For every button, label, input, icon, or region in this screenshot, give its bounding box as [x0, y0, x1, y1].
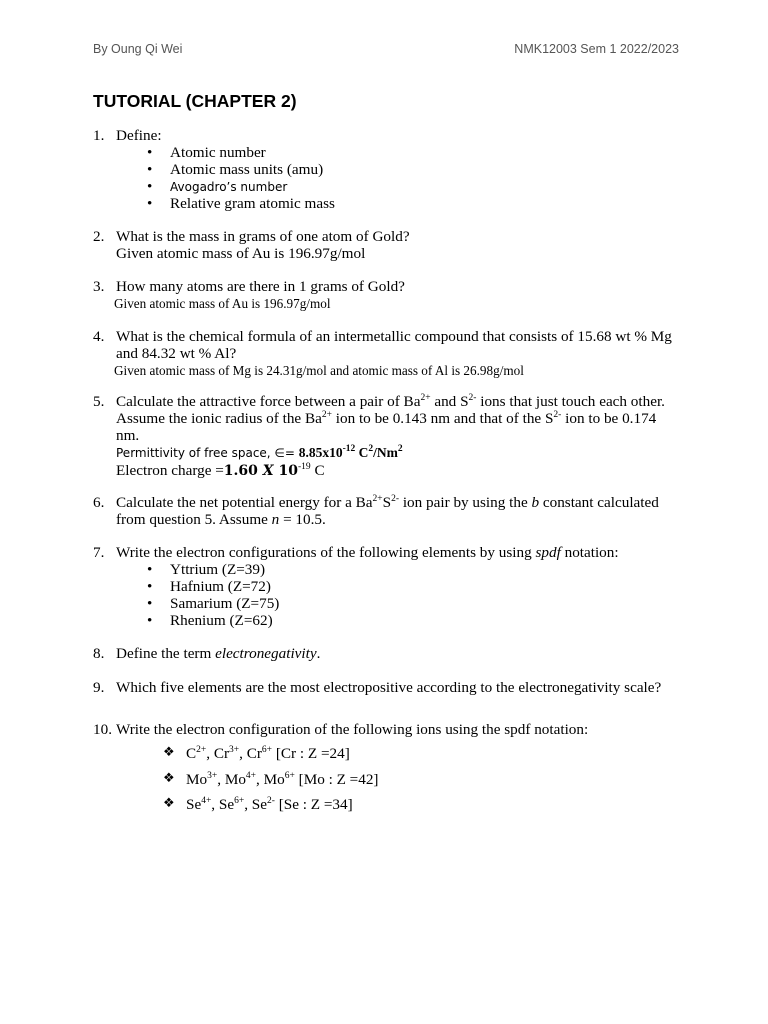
ion-list — [93, 745, 703, 822]
question-text: Calculate the attractive force between a pair of $Ba^{2+}$ and $S^{2-}$ ions that just touch each other. — [116, 392, 665, 410]
list-item-text: Yttrium (Z=39) — [170, 561, 266, 578]
bullet: • — [147, 595, 153, 612]
question-number: 7. — [93, 544, 105, 561]
question-text: Define: — [116, 127, 162, 144]
list-item-text: Atomic mass units (amu) — [170, 161, 324, 178]
list-item — [147, 161, 693, 178]
bullet: • — [147, 612, 153, 629]
question-6 — [93, 494, 703, 528]
bullet: • — [147, 144, 153, 161]
list-item-text: Samarium (Z=75) — [170, 595, 280, 612]
definition-list — [93, 144, 693, 212]
question-number: 5. — [93, 393, 105, 410]
question-given: Given atomic mass of Au is 196.97g/mol — [114, 296, 331, 311]
header-author: By Oung Qi Wei — [93, 42, 183, 56]
question-8 — [93, 645, 693, 662]
element-list — [93, 561, 703, 629]
question-number: 6. — [93, 494, 105, 511]
list-item: ❖ $Se^{4+}$, $Se^{6+}$, $Se^{2-}$ [Se : Z =34] — [163, 795, 353, 813]
question-number: 4. — [93, 328, 105, 345]
list-item — [147, 578, 703, 595]
question-text: Define the term electronegativity. — [116, 645, 321, 662]
question-9 — [93, 679, 703, 696]
list-item — [147, 144, 693, 161]
diamond-bullet-icon: ❖ — [163, 770, 175, 786]
question-text-cont: nm. — [116, 427, 140, 444]
question-text: Write the electron configuration of the following ions using the spdf notation: — [116, 721, 589, 738]
list-item — [147, 595, 703, 612]
question-given: Given atomic mass of Mg is 24.31g/mol and atomic mass of Al is 26.98g/mol — [114, 363, 524, 378]
electron-charge: Electron charge =1.60 X $10^{-19}$ C — [116, 461, 325, 479]
question-number: 2. — [93, 228, 105, 245]
permittivity-constant: Permittivity of free space, ∈= $8.85x10^{-12}$ $C^2/Nm^2$ — [116, 443, 403, 460]
question-text: Calculate the net potential energy for a $Ba^{2+}S^{2-}$ ion pair by using the b constant calculated — [116, 493, 659, 511]
question-5 — [93, 393, 693, 480]
list-item — [147, 195, 693, 212]
bullet: • — [147, 561, 153, 578]
question-text-cont: from question 5. Assume n = 10.5. — [116, 511, 326, 528]
question-text: Which five elements are the most electropositive according to the electronegativity scale? — [116, 679, 662, 696]
question-text: What is the mass in grams of one atom of Gold? — [116, 228, 410, 245]
question-text: What is the chemical formula of an intermetallic compound that consists of 15.68 wt % Mg — [116, 328, 672, 345]
question-number: 8. — [93, 645, 105, 662]
list-item: ❖ $Mo^{3+}$, $Mo^{4+}$, $Mo^{6+}$ [Mo : Z =42] — [163, 770, 379, 788]
list-item-text: Atomic number — [170, 144, 266, 161]
list-item-text: Rhenium (Z=62) — [170, 612, 273, 629]
list-item-text: Relative gram atomic mass — [170, 195, 335, 212]
question-1 — [93, 127, 693, 212]
bullet: • — [147, 195, 153, 212]
list-item — [147, 612, 703, 629]
question-10 — [93, 721, 703, 822]
bullet: • — [147, 161, 153, 178]
question-3 — [93, 278, 693, 312]
list-item-text: Hafnium (Z=72) — [170, 578, 271, 595]
bullet: • — [147, 178, 153, 195]
question-text: How many atoms are there in 1 grams of Gold? — [116, 278, 405, 295]
header-course: NMK12003 Sem 1 2022/2023 — [514, 42, 679, 56]
bullet: • — [147, 578, 153, 595]
list-item — [147, 561, 703, 578]
question-number: 9. — [93, 679, 105, 696]
diamond-bullet-icon: ❖ — [163, 745, 175, 760]
list-item: ❖ $C^{2+}$, $Cr^{3+}$, $Cr^{6+}$ [Cr : Z =24] — [163, 744, 350, 762]
question-number: 3. — [93, 278, 105, 295]
question-2 — [93, 228, 693, 262]
diamond-bullet-icon: ❖ — [163, 796, 175, 811]
question-number: 1. — [93, 127, 105, 144]
question-text-cont: and 84.32 wt % Al? — [116, 345, 237, 362]
question-text: Write the electron configurations of the following elements by using spdf notation: — [116, 544, 619, 561]
question-4 — [93, 328, 703, 379]
question-given: Given atomic mass of Au is 196.97g/mol — [116, 245, 366, 262]
list-item-text: Avogadro’s number — [170, 180, 288, 194]
page-title: TUTORIAL (CHAPTER 2) — [93, 91, 297, 111]
list-item — [147, 178, 693, 195]
question-number: 10. — [93, 721, 112, 738]
question-7 — [93, 544, 703, 629]
question-text-cont: Assume the ionic radius of the $Ba^{2+}$ ion to be 0.143 nm and that of the $S^{2-}$ ion to be 0.174 — [116, 409, 657, 427]
